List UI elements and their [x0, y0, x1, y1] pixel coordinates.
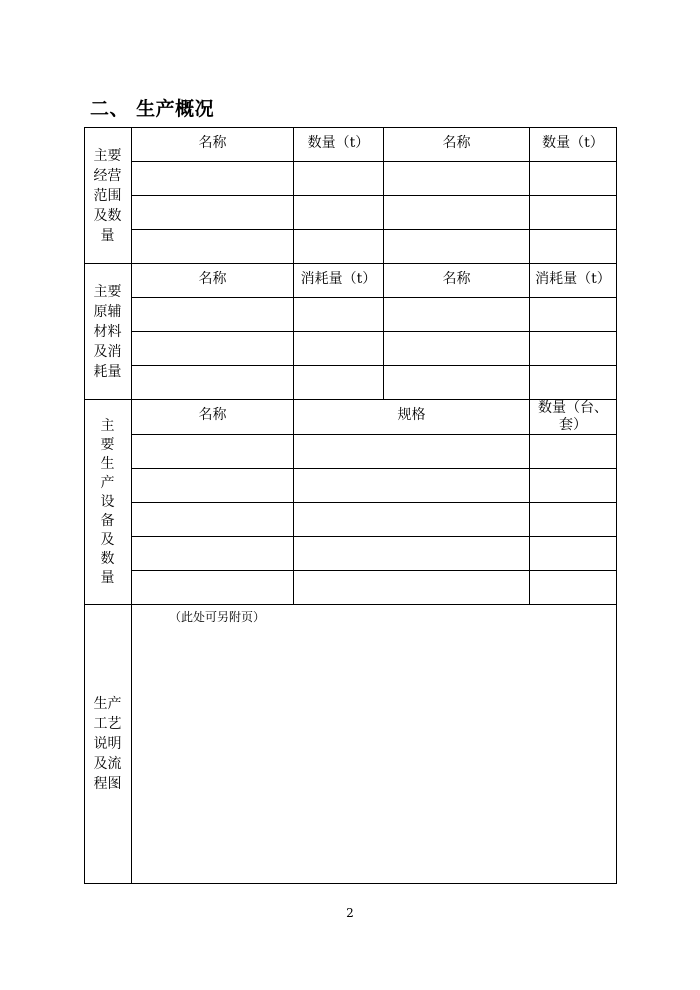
- row-line: [131, 365, 617, 366]
- row-line: [131, 331, 617, 332]
- label-column-divider: [131, 127, 132, 884]
- row-line: [131, 297, 617, 298]
- row-line: [131, 502, 617, 503]
- row-line: [131, 195, 617, 196]
- scope-header-quantity-2: 数量（t）: [542, 135, 604, 151]
- row-line: [131, 229, 617, 230]
- scope-header-name-1: 名称: [198, 135, 227, 151]
- materials-row-label: 主要 原辅 材料 及消 耗量: [93, 283, 122, 380]
- materials-header-name-1: 名称: [198, 271, 227, 287]
- materials-header-name-2: 名称: [442, 271, 471, 287]
- row-line: [131, 161, 617, 162]
- production-overview-table: [84, 127, 617, 884]
- process-row-label: 生产 工艺 说明 及流 程图: [93, 695, 122, 792]
- scope-row-label: 主要 经营 范围 及数 量: [93, 147, 122, 244]
- equipment-header-spec: 规格: [397, 407, 426, 423]
- table-border-bottom: [84, 883, 617, 884]
- row-line: [131, 434, 617, 435]
- materials-header-consumption-2: 消耗量（t）: [535, 271, 611, 287]
- scope-header-name-2: 名称: [442, 135, 471, 151]
- attachment-note: （此处可另附页）: [169, 610, 266, 624]
- section-divider: [84, 604, 617, 605]
- scope-header-quantity-1: 数量（t）: [307, 135, 370, 151]
- row-line: [131, 570, 617, 571]
- page-number: 2: [346, 906, 354, 920]
- table-border-right: [616, 127, 617, 884]
- row-line: [131, 468, 617, 469]
- materials-header-consumption-1: 消耗量（t）: [300, 271, 377, 287]
- section-title: 二、 生产概况: [90, 98, 215, 120]
- equipment-header-name: 名称: [198, 407, 227, 423]
- equipment-header-quantity: 数量（台、 套）: [538, 399, 608, 433]
- row-line: [131, 536, 617, 537]
- equipment-row-label: 主 要 生 产 设 备 及 数 量: [100, 417, 115, 586]
